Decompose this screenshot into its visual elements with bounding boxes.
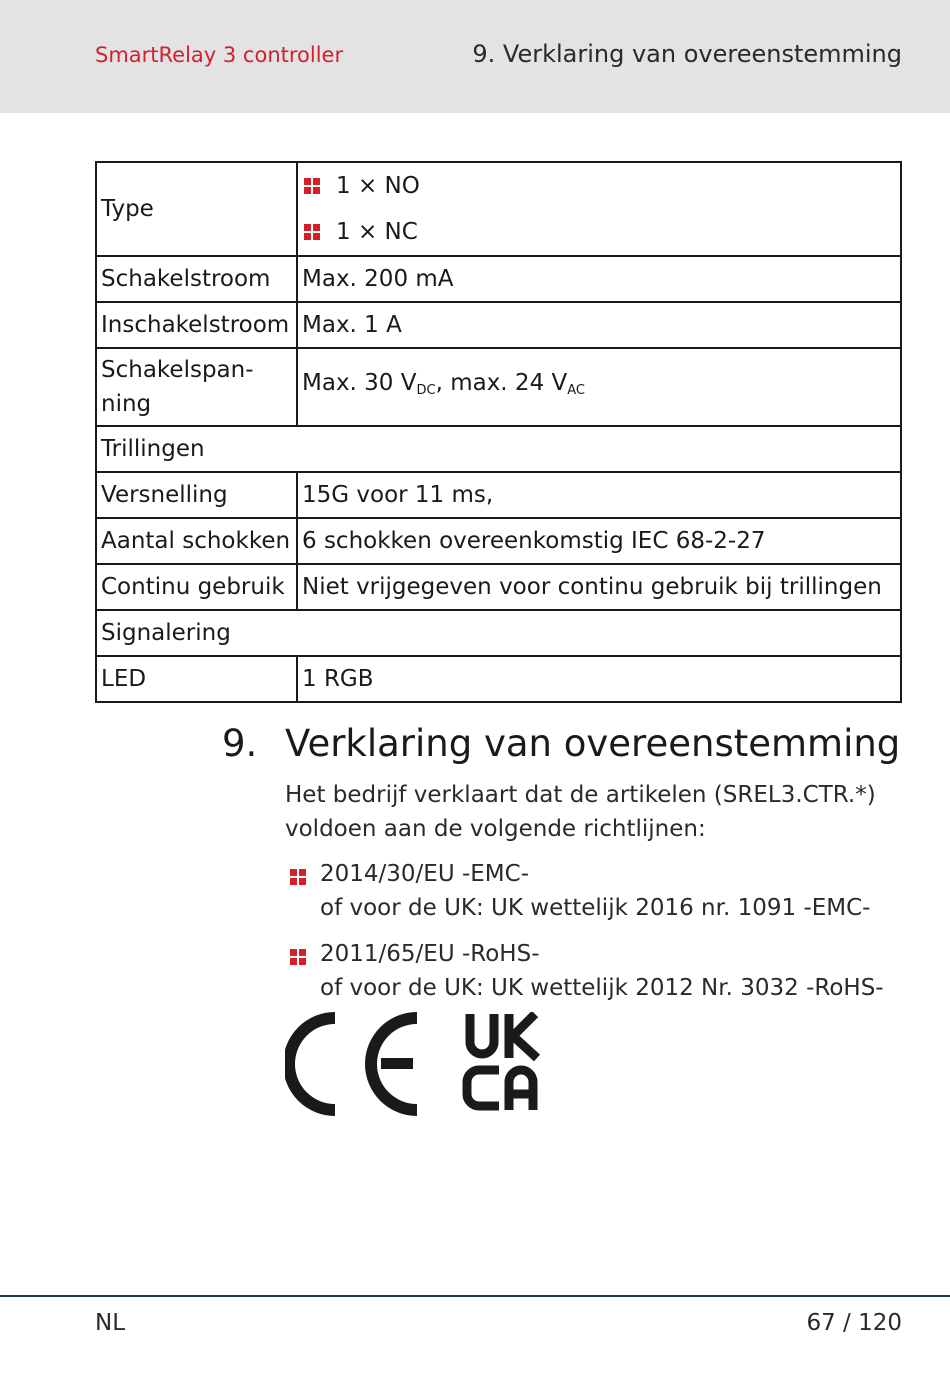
section-heading: Signalering xyxy=(96,610,901,656)
row-label: Schakelspan- ning xyxy=(96,348,297,426)
row-value: Max. 30 $V_{DC}$, max. 24 $V_{AC}$ xyxy=(297,348,901,426)
row-label: LED xyxy=(96,656,297,702)
table-section-row xyxy=(96,610,901,656)
table-row xyxy=(96,656,901,702)
row-value: 15G voor 11 ms, xyxy=(297,472,901,518)
row-value: 6 schokken overeenkomstig IEC 68-2-27 xyxy=(297,518,901,564)
spec-table xyxy=(95,161,902,703)
list-item: 1 × NO xyxy=(298,163,900,209)
section-heading: Trillingen xyxy=(96,426,901,472)
conformity-marks xyxy=(285,1012,575,1120)
bullet-icon xyxy=(304,224,320,240)
product-name: SmartRelay 3 controller xyxy=(95,43,344,67)
bullet-icon xyxy=(290,869,306,925)
page-header xyxy=(0,0,950,113)
table-row xyxy=(96,472,901,518)
ce-mark-icon xyxy=(289,1018,417,1110)
row-value: Niet vrijgegeven voor continu gebruik bij trillingen xyxy=(297,564,901,610)
directive-item: 2011/65/EU -RoHS- of voor de UK: UK wettelijk 2012 Nr. 3032 -RoHS- xyxy=(290,937,910,1005)
table-row xyxy=(96,518,901,564)
language-code: NL xyxy=(95,1310,126,1336)
table-row xyxy=(96,564,901,610)
row-label: Versnelling xyxy=(96,472,297,518)
section-title: Verklaring van overeenstemming xyxy=(285,722,901,765)
table-row xyxy=(96,302,901,348)
row-value: Max. 200 mA xyxy=(297,256,901,302)
bullet-icon xyxy=(304,178,320,194)
list-item: 1 × NC xyxy=(298,209,900,255)
table-row xyxy=(96,256,901,302)
chapter-title: 9. Verklaring van overeenstemming xyxy=(472,40,902,68)
row-label: Type xyxy=(96,162,297,256)
row-label: Aantal schokken xyxy=(96,518,297,564)
row-label: Inschakelstroom xyxy=(96,302,297,348)
row-label: Continu gebruik xyxy=(96,564,297,610)
table-row xyxy=(96,162,901,256)
intro-paragraph: Het bedrijf verklaart dat de artikelen (SREL3.CTR.*) voldoen aan de volgende richtlijnen: xyxy=(285,782,876,842)
ukca-mark-icon xyxy=(467,1014,537,1110)
table-row xyxy=(96,348,901,426)
row-value: 1 RGB xyxy=(297,656,901,702)
directive-item: 2014/30/EU -EMC- of voor de UK: UK wettelijk 2016 nr. 1091 -EMC- xyxy=(290,857,910,925)
footer-divider xyxy=(0,1295,950,1297)
ce-ukca-logo-icon xyxy=(285,1012,575,1116)
page-number: 67 / 120 xyxy=(806,1310,902,1336)
table-section-row xyxy=(96,426,901,472)
row-label: Schakelstroom xyxy=(96,256,297,302)
section-number: 9. xyxy=(222,722,258,765)
bullet-icon xyxy=(290,949,306,1005)
row-value: Max. 1 A xyxy=(297,302,901,348)
